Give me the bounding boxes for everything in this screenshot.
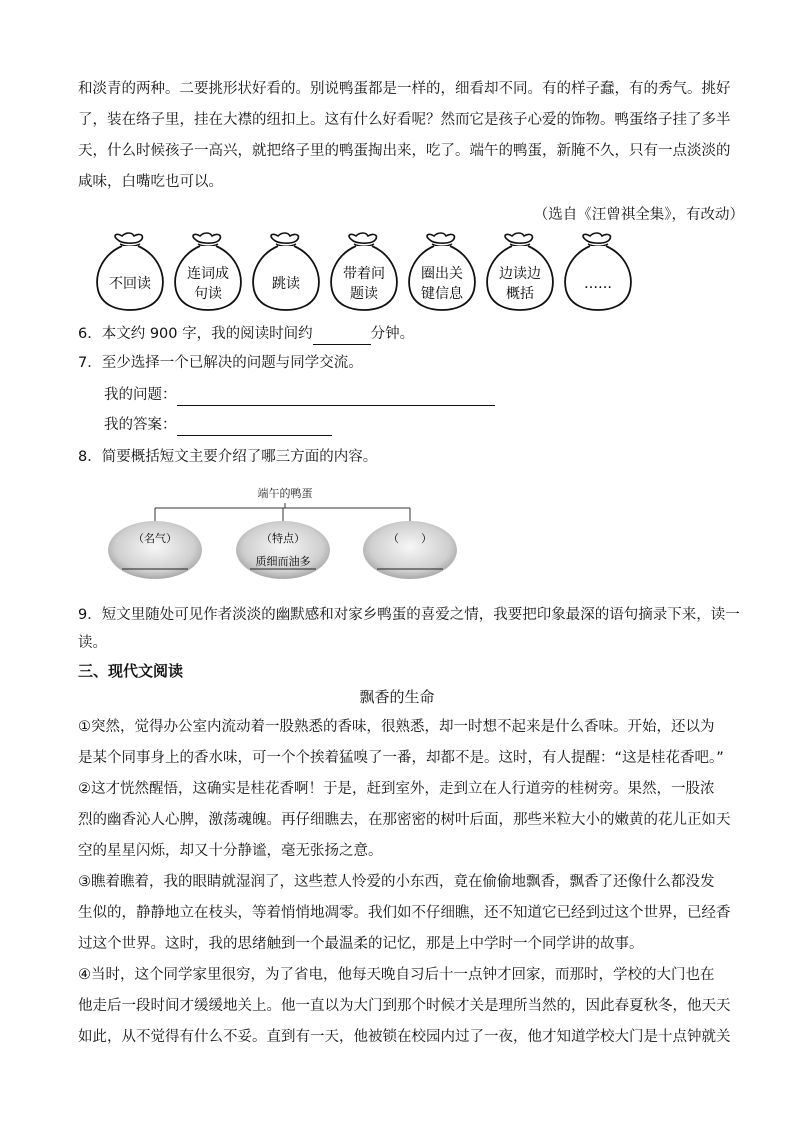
reading-method-bags	[90, 232, 650, 312]
text-line: 和淡青的两种。二要挑形状好看的。别说鸭蛋都是一样的，细看却不同。有的样子蠢，有的秀气。挑好	[78, 81, 731, 97]
question-6-text: 6．本文约 900 字，我的阅读时间约	[78, 326, 313, 342]
bag-label-line1: ……	[584, 276, 612, 292]
text-line: 他走后一段时间才缓缓地关上。他一直以为大门到那个时候才关是理所当然的，因此春夏秋冬，他天天	[78, 998, 731, 1014]
text-line: 过这个世界。这时，我的思绪触到一个最温柔的记忆，那是上中学时一个同学讲的故事。	[78, 936, 644, 952]
text-line: 空的星星闪烁，却又十分静谧，毫无张扬之意。	[78, 843, 383, 859]
reading-method-bag	[331, 233, 397, 310]
my-answer-label: 我的答案：	[104, 417, 177, 433]
node-label: （名气）	[133, 532, 177, 545]
node-answer: 质细而油多	[255, 555, 311, 568]
my-answer-row	[104, 413, 332, 436]
question-7-text: 7．至少选择一个已解决的问题与同学交流。	[78, 355, 363, 371]
content-diagram	[100, 484, 470, 584]
text-line: 生似的，静静地立在枝头，等着悄悄地凋零。我们如不仔细瞧，还不知道它已经到过这个世界，已经香	[78, 905, 731, 921]
node-label: （特点）	[261, 532, 305, 545]
question-9-line: 9．短文里随处可见作者淡淡的幽默感和对家乡鸭蛋的喜爱之情，我要把印象最深的语句摘录下来，读一	[78, 607, 740, 623]
my-question-label: 我的问题：	[104, 387, 177, 403]
text-line: ②这才恍然醒悟，这确实是桂花香啊！于是，赶到室外，走到立在人行道旁的桂树旁。果然，一股浓	[78, 781, 715, 797]
source-citation: （选自《汪曾祺全集》，有改动）	[533, 207, 744, 223]
question-6-suffix: 分钟。	[370, 326, 415, 342]
bag-label-line1: 连词成	[187, 266, 229, 282]
article-title: 飘香的生命	[359, 688, 435, 706]
reading-time-blank[interactable]	[313, 322, 371, 345]
text-line: ①突然，觉得办公室内流动着一股熟悉的香味，很熟悉，却一时想不起来是什么香味。开始，还以为	[78, 719, 715, 735]
bag-label-line2: 概括	[506, 286, 534, 302]
text-line: 烈的幽香沁人心脾，激荡魂魄。再仔细瞧去，在那密密的树叶后面，那些米粒大小的嫩黄的花儿正如天	[78, 812, 731, 828]
text-line: ③瞧着瞧着，我的眼睛就湿润了，这些惹人怜爱的小东西，竟在偷偷地飘香，飘香了还像什么都没发	[78, 874, 715, 890]
reading-method-bag	[565, 233, 631, 310]
bag-label-line1: 不回读	[109, 276, 151, 292]
section-heading: 三、现代文阅读	[78, 662, 184, 680]
question-8-text: 8．简要概括短文主要介绍了哪三方面的内容。	[78, 449, 378, 465]
reading-method-bag	[487, 233, 553, 310]
question-9-line: 读。	[78, 635, 107, 651]
node-label: （ ）	[388, 532, 432, 545]
my-question-row	[104, 383, 495, 406]
bag-label-line2: 题读	[350, 286, 378, 302]
question-6	[78, 322, 414, 345]
bag-label-line1: 跳读	[272, 276, 300, 292]
diagram-node-unknown	[363, 521, 457, 579]
diagram-root: 端午的鸭蛋	[257, 487, 313, 500]
text-line: ④当时，这个同学家里很穷，为了省电，他每天晚自习后十一点钟才回家，而那时，学校的大门也在	[78, 967, 715, 983]
bag-label-line2: 键信息	[421, 286, 463, 302]
reading-method-bag	[97, 233, 163, 310]
text-line: 咸味，白嘴吃也可以。	[78, 174, 223, 190]
text-line: 如此，从不觉得有什么不妥。直到有一天，他被锁在校园内过了一夜，他才知道学校大门是十点钟就关	[78, 1029, 731, 1045]
reading-method-bag	[253, 233, 319, 310]
bag-label-line1: 圈出关	[421, 266, 463, 282]
my-question-blank[interactable]	[177, 383, 495, 406]
my-answer-blank[interactable]	[177, 413, 332, 436]
text-line: 了，装在络子里，挂在大襟的纽扣上。这有什么好看呢？然而它是孩子心爱的饰物。鸭蛋络子挂了多半	[78, 112, 731, 128]
text-line: 天，什么时候孩子一高兴，就把络子里的鸭蛋掏出来，吃了。端午的鸭蛋，新腌不久，只有一点淡淡的	[78, 143, 731, 159]
bag-label-line2: 句读	[194, 286, 222, 302]
reading-method-bag	[409, 233, 475, 310]
text-line: 是某个同事身上的香水味，可一个个挨着猛嗅了一番，却都不是。这时，有人提醒：“这是桂花香吧。”	[78, 750, 724, 766]
bag-label-line1: 带着问	[343, 266, 385, 282]
diagram-node-fame	[108, 521, 202, 579]
diagram-node-feature	[236, 521, 330, 579]
bag-label-line1: 边读边	[499, 266, 541, 282]
reading-method-bag	[175, 233, 241, 310]
